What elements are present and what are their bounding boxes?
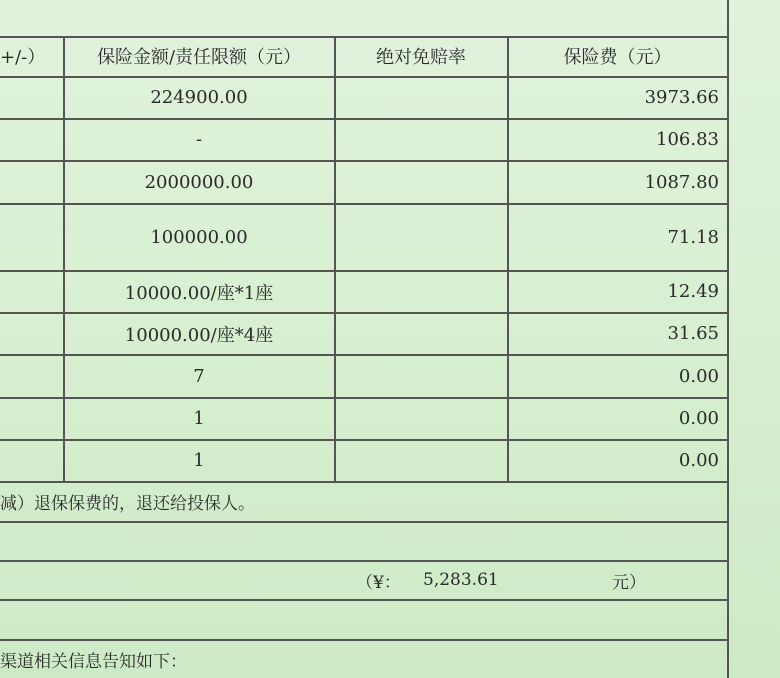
rule-note4: [0, 639, 728, 641]
row-8-deductible: [335, 398, 507, 439]
row-7-deductible: [335, 355, 507, 397]
row-4-deductible: [335, 204, 507, 270]
row-1-premium: 3973.66: [644, 87, 719, 108]
row-2-premium: 106.83: [656, 129, 719, 150]
row-7-sum-insured: 7: [193, 365, 205, 387]
row-2-deductible: [335, 119, 507, 160]
row-8-premium: 0.00: [678, 408, 719, 429]
row-9-premium: 0.00: [678, 450, 719, 471]
row-6-sum-insured: 10000.00/座*4座: [124, 324, 274, 346]
total-prefix: （¥：: [356, 572, 401, 593]
row-5-sum-insured: 10000.00/座*1座: [124, 282, 274, 304]
row-9-sum-insured: 1: [193, 450, 205, 471]
rule-note3: [0, 599, 728, 601]
total-premium-value: 5,283.61: [423, 570, 499, 590]
row-5-deductible: [335, 271, 507, 312]
row-3-deductible: [335, 161, 507, 203]
total-suffix: 元）: [612, 572, 646, 593]
row-1-sum-insured: 224900.00: [150, 87, 248, 108]
row-5-premium: 12.49: [667, 281, 719, 302]
row-7-premium: 0.00: [678, 365, 719, 387]
header-deductible-rate: 绝对免赔率: [376, 47, 466, 68]
row-2-sum-insured: -: [195, 129, 203, 150]
row-6-premium: 31.65: [667, 323, 719, 344]
row-6-deductible: [335, 313, 507, 354]
row-3-sum-insured: 2000000.00: [144, 171, 254, 193]
row-1-deductible: [335, 77, 507, 118]
row-8-sum-insured: 1: [193, 408, 205, 429]
header-premium: 保险费（元）: [563, 47, 672, 68]
row-9-deductible: [335, 440, 507, 481]
refund-note: 减）退保保费的，退还给投保人。: [0, 494, 255, 514]
header-change-partial: +/-）: [0, 47, 46, 68]
rule-note1: [0, 521, 728, 523]
table-right-border: [727, 0, 729, 678]
row-4-sum-insured: 100000.00: [150, 226, 248, 248]
channel-info-note: 渠道相关信息告知如下：: [0, 651, 187, 672]
header-sum-insured: 保险金额/责任限额（元）: [96, 47, 302, 68]
row-4-premium: 71.18: [667, 226, 719, 248]
row-3-premium: 1087.80: [644, 171, 719, 193]
